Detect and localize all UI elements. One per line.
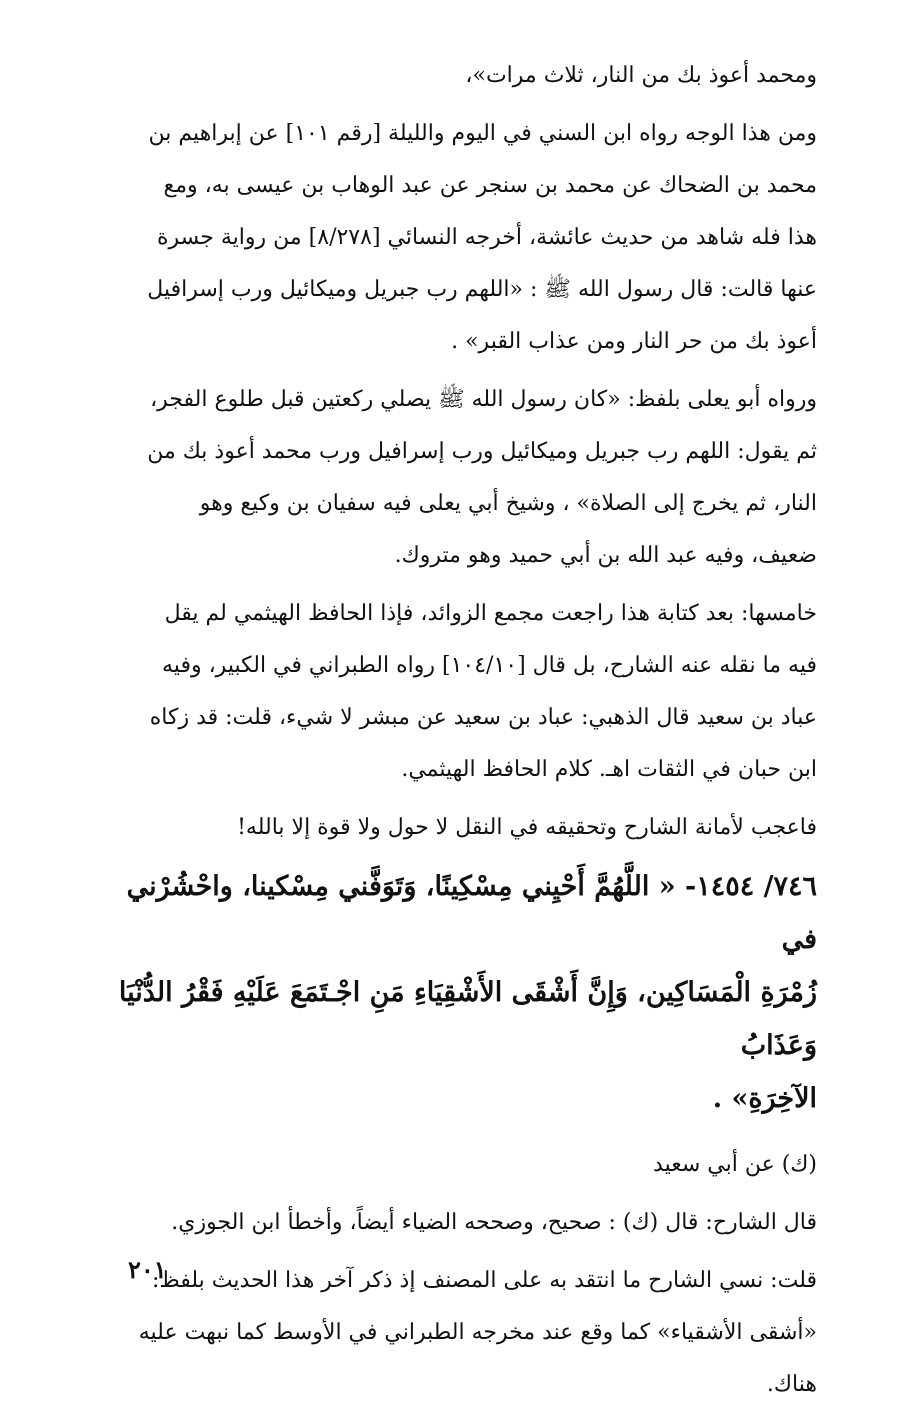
hadith-text [108,860,817,1125]
text-line: (ك) عن أبي سعيد [653,1152,817,1177]
paragraph-exclamation [108,802,817,854]
paragraph-hadith-ending [108,50,817,102]
text-line: ورواه أبو يعلى بلفظ: «كان رسول الله ﷺ يصلي ركعتين قبل طلوع الفجر، [150,387,817,412]
page-number: ٢٠١ [128,1255,167,1284]
text-line: محمد بن الضحاك عن محمد بن سنجر عن عبد الوهاب بن عيسى به، ومع [163,173,817,198]
text-line: النار، ثم يخرج إلى الصلاة» ، وشيخ أبي يعلى فيه سفيان بن وكيع وهو [199,491,817,516]
text-line: هذا فله شاهد من حديث عائشة، أخرجه النسائي [٨/٢٧٨] من رواية جسرة [157,225,817,250]
text-line: خامسها: بعد كتابة هذا راجعت مجمع الزوائد، فإذا الحافظ الهيثمي لم يقل [164,601,817,626]
text-line: عباد بن سعيد قال الذهبي: عباد بن سعيد عن مبشر لا شيء، قلت: قد زكاه [149,705,817,730]
text-line: ضعيف، وفيه عبد الله بن أبي حميد وهو متروك. [394,543,817,568]
paragraph-abu-yala [108,374,817,582]
paragraph-commentator [108,1197,817,1249]
paragraph-response [108,1255,817,1411]
hadith-line: زُمْرَةِ الْمَسَاكِين، وَإِنَّ أَشْقَى الأَشْقِيَاءِ مَنِ اجْـتَمَعَ عَلَيْهِ فَقْرُ الدُّنْيَا وَعَذَابُ [118,977,817,1061]
text-line: «أشقى الأشقياء» كما وقع عند مخرجه الطبراني في الأوسط كما نبهت عليه [138,1320,817,1345]
text-line: فاعجب لأمانة الشارح وتحقيقه في النقل لا حول ولا قوة إلا بالله! [237,815,817,840]
text-line: قلت: نسي الشارح ما انتقد به على المصنف إذ ذكر آخر هذا الحديث بلفظ: [151,1268,817,1293]
text-line: ابن حبان في الثقات اهـ. كلام الحافظ الهيثمي. [401,757,817,782]
text-line: ومن هذا الوجه رواه ابن السني في اليوم والليلة [رقم ١٠١] عن إبراهيم بن [148,121,817,146]
text-line: فيه ما نقله عنه الشارح، بل قال [١٠٤/١٠] رواه الطبراني في الكبير، وفيه [162,653,817,678]
text-line: أعوذ بك من حر النار ومن عذاب القبر» . [451,329,817,354]
paragraph-ibn-sunni [108,108,817,368]
hadith-line: الآخِرَةِ» . [712,1083,817,1114]
hadith-source [108,1139,817,1191]
text-line: هناك. [766,1372,817,1397]
paragraph-fifth-point [108,588,817,796]
text-line: عنها قالت: قال رسول الله ﷺ : «اللهم رب جبريل وميكائيل ورب إسرافيل [147,277,817,302]
text-line: ثم يقول: اللهم رب جبريل وميكائيل ورب إسرافيل ورب محمد أعوذ بك من [147,439,817,464]
text-line: قال الشارح: قال (ك) : صحيح، وصححه الضياء أيضاً، وأخطأ ابن الجوزي. [171,1210,817,1235]
text-line: ومحمد أعوذ بك من النار، ثلاث مرات»، [465,63,817,88]
hadith-line: ٧٤٦/ ١٤٥٤- « اللَّهُمَّ أَحْيِني مِسْكِينًا، وَتَوَفَّني مِسْكينا، واحْشُرْني في [126,871,817,955]
